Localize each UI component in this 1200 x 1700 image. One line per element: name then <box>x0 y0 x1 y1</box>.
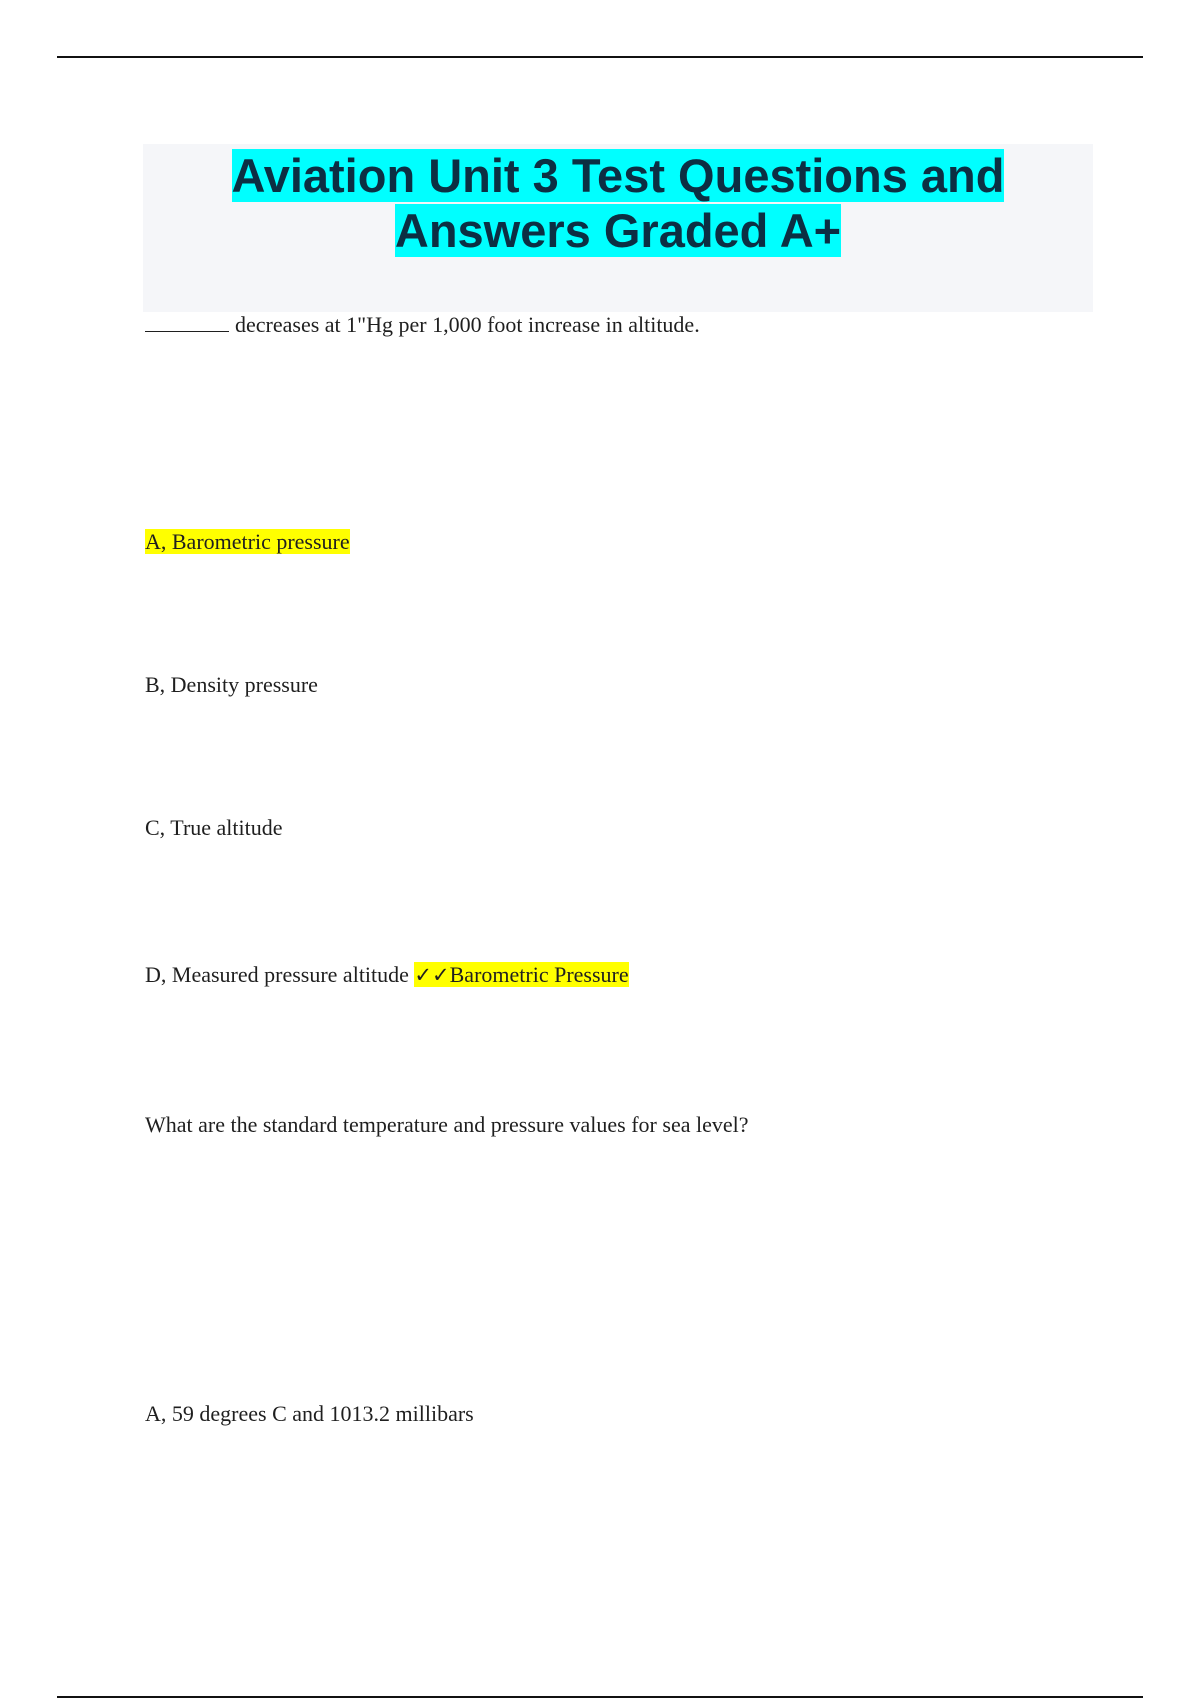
double-check-icon: ✓✓ <box>414 963 450 987</box>
answer-key <box>414 962 628 987</box>
highlighted-option: A, Barometric pressure <box>145 529 350 554</box>
header-rule <box>57 56 1143 58</box>
question-2-option-a <box>145 1399 474 1429</box>
question-1-stem: decreases at 1"Hg per 1,000 foot increase in altitude. <box>235 312 700 337</box>
question-1-option-c <box>145 813 283 843</box>
title-highlight: Aviation Unit 3 Test Questions and Answers Graded A+ <box>231 149 1005 257</box>
option-label: B, Density pressure <box>145 672 318 697</box>
question-1-option-b <box>145 670 318 700</box>
footer-rule <box>57 1696 1143 1698</box>
question-1-option-d <box>145 960 629 990</box>
option-label: A, 59 degrees C and 1013.2 millibars <box>145 1401 474 1426</box>
option-label: C, True altitude <box>145 815 283 840</box>
title-banner <box>143 144 1093 312</box>
fill-in-blank <box>145 330 229 332</box>
option-label: D, Measured pressure altitude <box>145 962 409 987</box>
page-title <box>143 144 1093 258</box>
question-1-text <box>145 310 700 340</box>
question-1-option-a <box>145 527 350 557</box>
answer-text: Barometric Pressure <box>449 962 629 987</box>
question-2-text <box>145 1110 749 1140</box>
question-2-stem: What are the standard temperature and pressure values for sea level? <box>145 1112 749 1137</box>
